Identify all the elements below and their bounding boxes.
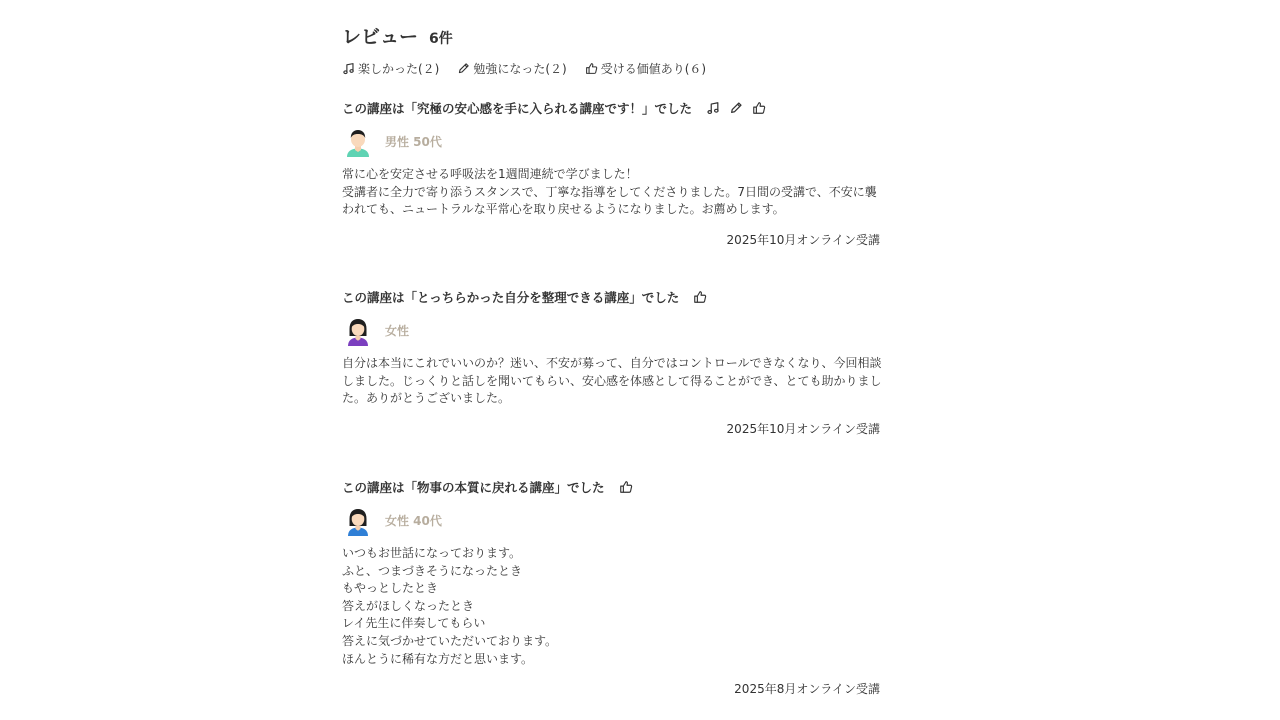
male-avatar bbox=[342, 125, 374, 157]
review-title-text: この講座は「とっちらかった自分を整理できる講座」でした bbox=[342, 290, 680, 305]
review-title-text: この講座は「物事の本質に戻れる講座」でした bbox=[342, 480, 605, 495]
reviewer bbox=[342, 504, 882, 536]
pencil-icon bbox=[729, 101, 743, 115]
reaction-summary bbox=[342, 60, 724, 77]
review-badges bbox=[706, 101, 775, 115]
reviewer-label: 男性 50代 bbox=[385, 134, 442, 149]
review-card bbox=[342, 288, 882, 437]
music-note-icon bbox=[342, 62, 358, 75]
thumbs-up-icon bbox=[693, 290, 707, 304]
review-date: 2025年10月オンライン受講 bbox=[726, 421, 880, 436]
thumbs-up-icon bbox=[752, 101, 766, 115]
review-badges bbox=[619, 480, 642, 494]
female-avatar-purple bbox=[342, 314, 374, 346]
review-title-text: この講座は「究極の安心感を手に入られる講座です！」でした bbox=[342, 101, 693, 116]
review-card bbox=[342, 478, 882, 697]
review-body: いつもお世話になっております。 ふと、つまづきそうになったとき もやっとしたとき 答えがほしくなったとき レイ先生に伴奏してもらい 答えに気づかせていただいております。 ほんとうに稀有な方だと思います。 bbox=[342, 546, 558, 666]
thumbs-up-icon bbox=[619, 480, 633, 494]
female-avatar-blue bbox=[342, 504, 374, 536]
review-date: 2025年8月オンライン受講 bbox=[734, 682, 880, 697]
review-card bbox=[342, 99, 882, 248]
reviews-count: 6件 bbox=[429, 31, 453, 47]
review-body: 自分は本当にこれでいいのか？迷い、不安が募って、自分ではコントロールできなくなり、今回相談しました。じっくりと話しを聞いてもらい、安心感を体感として得ることができ、とても助かりました。ありがとうございました。 bbox=[342, 356, 882, 406]
summary-worth-label: 受ける価値あり(６) bbox=[600, 62, 707, 76]
thumbs-up-icon bbox=[585, 62, 601, 75]
summary-learned-label: 勉強になった(２) bbox=[473, 62, 567, 76]
reviews-title: レビュー bbox=[342, 26, 419, 48]
review-badges bbox=[693, 290, 716, 304]
summary-learned[interactable] bbox=[457, 60, 566, 77]
reviewer bbox=[342, 125, 882, 157]
reviewer-label: 女性 bbox=[385, 323, 410, 338]
review-title bbox=[342, 288, 882, 306]
review-title bbox=[342, 99, 882, 117]
summary-fun[interactable] bbox=[342, 60, 439, 77]
review-title bbox=[342, 478, 882, 496]
pencil-icon bbox=[457, 62, 473, 75]
summary-fun-label: 楽しかった(２) bbox=[358, 62, 440, 76]
reviewer bbox=[342, 314, 882, 346]
reviewer-label: 女性 40代 bbox=[385, 513, 442, 528]
review-body: 常に心を安定させる呼吸法を1週間連続で学びました！ 受講者に全力で寄り添うスタンスで、丁寧な指導をしてくださりました。7日間の受講で、不安に襲われても、ニュートラルな平常心を取り戻せるようになりました。お薦めします。 bbox=[342, 167, 877, 217]
review-date: 2025年10月オンライン受講 bbox=[726, 232, 880, 247]
reviews-heading bbox=[342, 22, 453, 49]
summary-worth[interactable] bbox=[585, 60, 706, 77]
music-note-icon bbox=[706, 101, 720, 115]
